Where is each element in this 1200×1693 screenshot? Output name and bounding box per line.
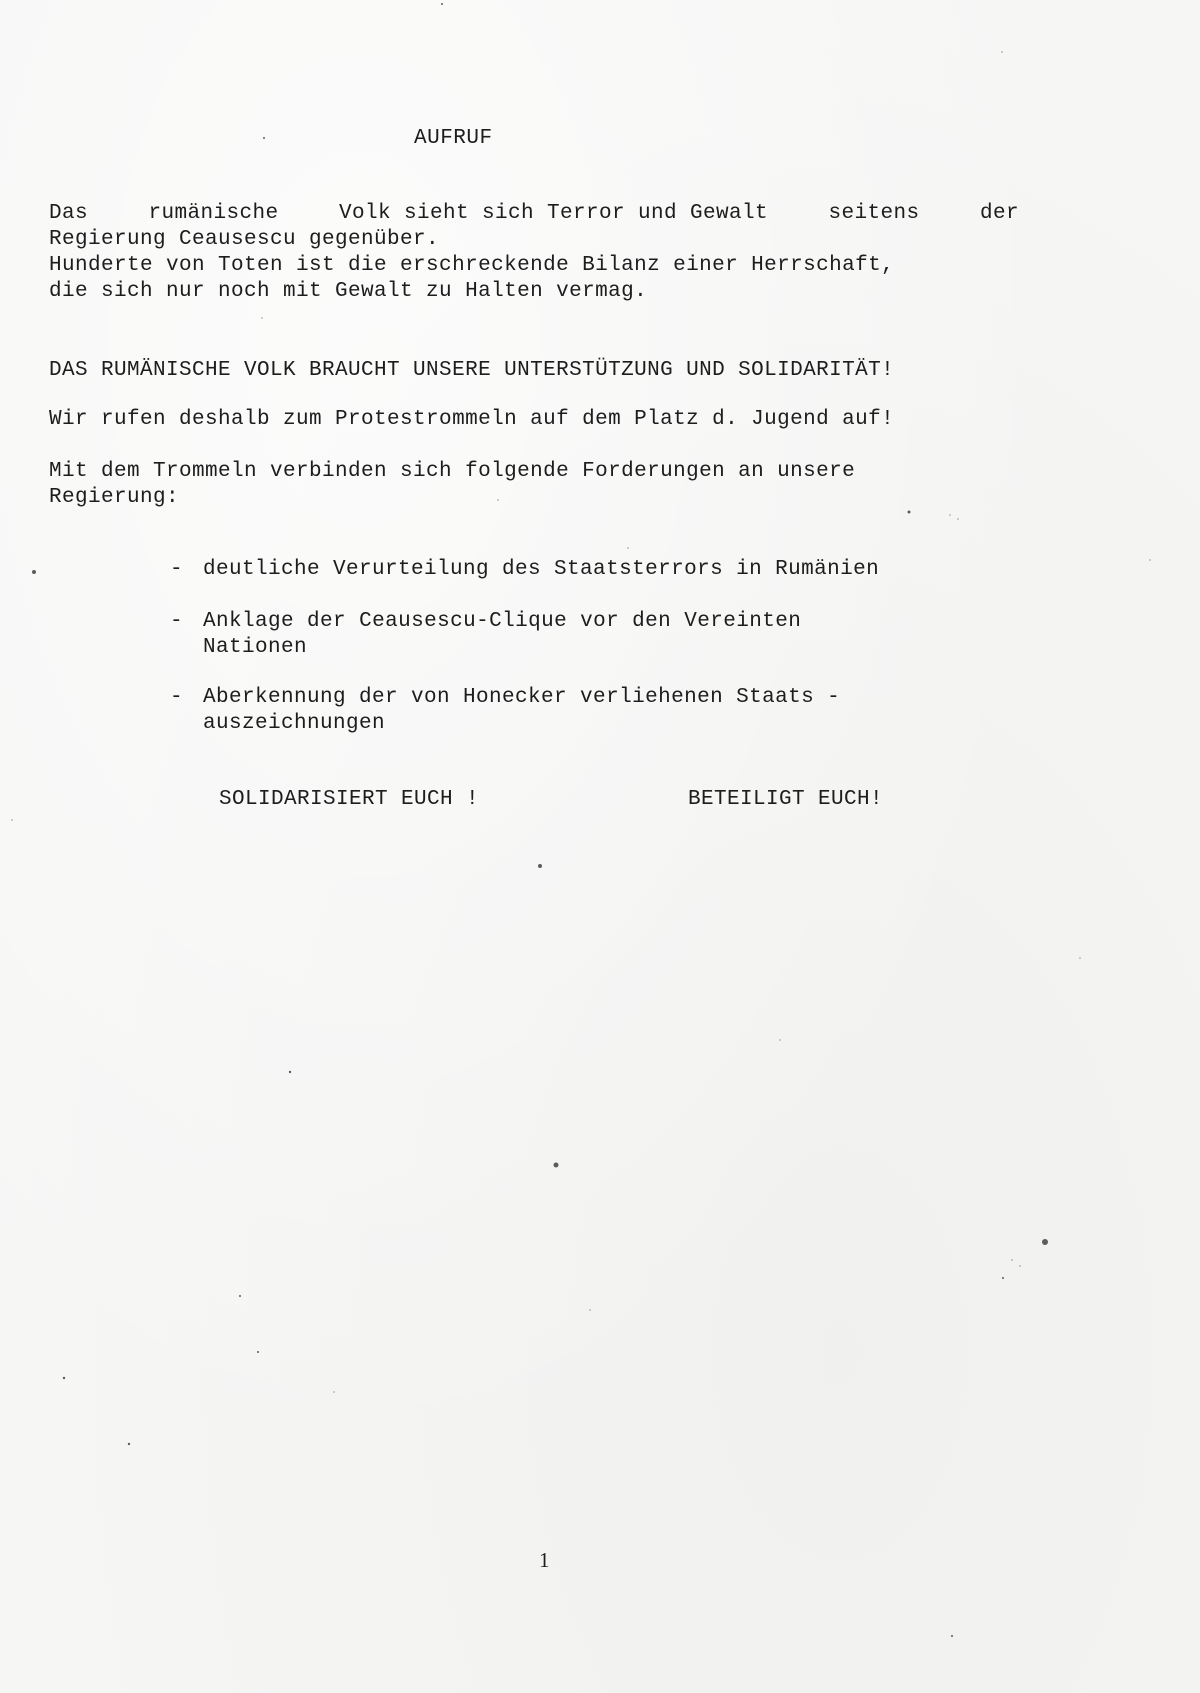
paragraph-intro [49,201,1019,305]
demand-3-line-1: Aberkennung der von Honecker verliehenen Staats - [203,686,841,709]
demand-item-3 [170,685,1025,737]
page-number: 1 [539,1548,550,1572]
intro-word-2: rumänische [148,202,279,225]
closing-left: SOLIDARISIERT EUCH ! [219,788,480,811]
intro-line-3: Hunderte von Toten ist die erschreckende Bilanz einer Herrschaft, [49,254,895,277]
demand-2-line-1 [203,609,1025,635]
demand-2-word-5: den [632,610,672,633]
demand-item-1 [170,557,1025,583]
demand-2-word-2: der [307,610,347,633]
call-line: Wir rufen deshalb zum Protestrommeln auf dem Platz d. Jugend auf! [49,408,895,431]
document-title: AUFRUF [414,127,493,150]
paragraph-demands-intro [49,459,994,511]
paragraph-solidarity [49,358,1034,384]
demand-1-line-1: deutliche Verurteilung des Staatsterrors in Rumänien [203,558,880,581]
paragraph-call [49,407,1034,433]
intro-word-5: der [979,202,1019,225]
intro-line-4: die sich nur noch mit Gewalt zu Halten vermag. [49,280,648,303]
demand-2-line-2: Nationen [203,636,308,659]
demands-intro-line-1: Mit dem Trommeln verbinden sich folgende Forderungen an unsere [49,460,856,483]
solidarity-line: DAS RUMÄNISCHE VOLK BRAUCHT UNSERE UNTERSTÜTZUNG UND SOLIDARITÄT! [49,359,895,382]
closing-right: BETEILIGT EUCH! [688,788,884,811]
demand-item-2 [170,609,1025,661]
intro-word-1: Das [49,202,89,225]
intro-word-4: seitens [828,202,920,225]
bullet-dash: - [170,686,184,709]
intro-line-1 [49,201,1019,227]
demand-2-word-4: vor [580,610,620,633]
intro-line-2: Regierung Ceausescu gegenüber. [49,228,440,251]
intro-word-3: Volk sieht sich Terror und Gewalt [338,202,769,225]
demand-2-word-6: Vereinten [684,610,802,633]
bullet-dash: - [170,558,184,581]
demand-2-word-3: Ceausescu-Clique [359,610,568,633]
demands-intro-line-2: Regierung: [49,486,180,509]
demand-2-word-1: Anklage [203,610,295,633]
bullet-dash: - [170,610,184,633]
demand-3-line-2: auszeichnungen [203,712,386,735]
